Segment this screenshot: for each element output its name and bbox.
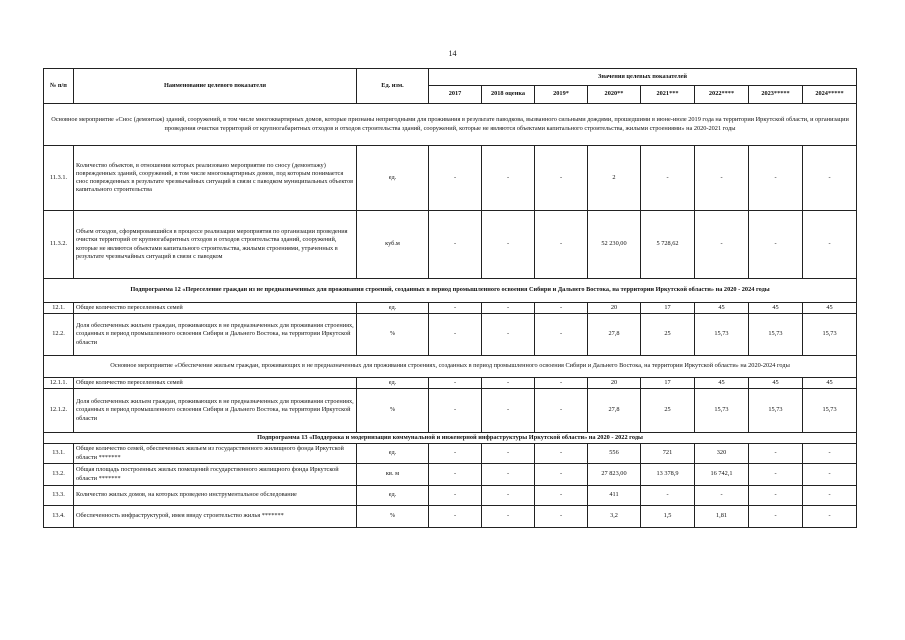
row-value: - bbox=[482, 444, 535, 464]
row-value: 45 bbox=[695, 378, 749, 389]
row-unit: % bbox=[357, 506, 429, 528]
row-name: Общая площадь построенных жилых помещений государственного жилищного фонда Иркутской области ******* bbox=[74, 464, 357, 486]
row-value: - bbox=[429, 464, 482, 486]
row-num: 12.2. bbox=[44, 314, 74, 356]
section-title: Подпрограмма 12 «Переселение граждан из не предназначенных для проживания строений, созданных в период промышленного освоения Сибири и Дальнего Востока, на территории Иркутской области» на 2020 - 2024 годы bbox=[44, 279, 857, 303]
table-row bbox=[44, 146, 857, 211]
section-title: Основное мероприятие «Снос (демонтаж) зданий, сооружений, в том числе многоквартирных домов, которые признаны непригодными для проживания в результате паводкова, вызванного сильными дождями, прошедшими в июне-июле 2019 года на территории Иркутской области, и организации проведения очистки территорий от крупногабаритных отходов и отходов строительства зданий, сооружений, которые не являются объектами капитального строительства, жилыми строениями» на 2020-2021 годы bbox=[44, 104, 857, 146]
header-num: № п/п bbox=[44, 69, 74, 104]
target-indicators-table bbox=[43, 68, 857, 528]
row-value: - bbox=[429, 211, 482, 279]
row-value: - bbox=[695, 146, 749, 211]
row-value: - bbox=[535, 303, 588, 314]
row-unit: кв. м bbox=[357, 464, 429, 486]
row-value: - bbox=[535, 314, 588, 356]
table-row bbox=[44, 444, 857, 464]
row-name: Общее количество семей, обеспеченных жильем из государственного жилищного фонда Иркутской области ******* bbox=[74, 444, 357, 464]
row-value: - bbox=[482, 464, 535, 486]
row-value: 320 bbox=[695, 444, 749, 464]
row-value: - bbox=[482, 314, 535, 356]
row-value: - bbox=[482, 146, 535, 211]
row-value: - bbox=[641, 146, 695, 211]
row-value: - bbox=[803, 464, 857, 486]
row-value: - bbox=[803, 211, 857, 279]
row-num: 11.3.2. bbox=[44, 211, 74, 279]
row-value: 15,73 bbox=[749, 314, 803, 356]
table-row bbox=[44, 378, 857, 389]
section-title: Подпрограмма 13 «Поддержка и модернизация коммунальной и инженерной инфраструктуры Иркутской области» на 2020 - 2022 годы bbox=[44, 433, 857, 444]
row-value: - bbox=[535, 486, 588, 506]
row-name: Количество объектов, в отношении которых реализовано мероприятие по сносу (демонтажу) поврежденных зданий, сооружений, в том числе многоквартирных домов, под которым понимается снос поврежденных в результате чрезвычайных ситуаций в связи с паводком муниципальных объектов капитального строительства bbox=[74, 146, 357, 211]
header-year: 2023***** bbox=[749, 86, 803, 104]
header-year: 2020** bbox=[588, 86, 641, 104]
row-value: - bbox=[535, 389, 588, 433]
header-unit: Ед. изм. bbox=[357, 69, 429, 104]
header-year: 2024***** bbox=[803, 86, 857, 104]
section-title: Основное мероприятие «Обеспечение жильем граждан, проживающих в не предназначенных для проживания строениях, созданных в период промышленного освоения Сибири и Дальнего Востока, на территории Иркутской области» на 2020-2024 годы bbox=[44, 356, 857, 378]
row-value: 27,8 bbox=[588, 314, 641, 356]
table-row bbox=[44, 211, 857, 279]
row-value: 20 bbox=[588, 303, 641, 314]
row-value: - bbox=[429, 389, 482, 433]
row-value: - bbox=[429, 146, 482, 211]
row-value: 15,73 bbox=[749, 389, 803, 433]
row-value: 15,73 bbox=[803, 389, 857, 433]
row-value: 45 bbox=[749, 303, 803, 314]
row-num: 13.2. bbox=[44, 464, 74, 486]
row-value: - bbox=[641, 486, 695, 506]
table-row bbox=[44, 303, 857, 314]
row-value: - bbox=[803, 506, 857, 528]
page-number: 14 bbox=[448, 49, 457, 58]
row-name: Объем отходов, сформировавшийся в процессе реализации мероприятия по организации проведения очистки территорий от крупногабаритных отходов и отходов строительства зданий, сооружений, которые не являются объектами капитального строительства, жилыми строениями, утраченных в результате чрезвычайных ситуаций в связи с паводком bbox=[74, 211, 357, 279]
row-value: 45 bbox=[803, 303, 857, 314]
row-value: - bbox=[535, 378, 588, 389]
row-value: - bbox=[429, 378, 482, 389]
row-num: 13.3. bbox=[44, 486, 74, 506]
row-value: - bbox=[429, 486, 482, 506]
row-value: - bbox=[749, 506, 803, 528]
row-value: 27,8 bbox=[588, 389, 641, 433]
row-value: - bbox=[749, 211, 803, 279]
row-value: 556 bbox=[588, 444, 641, 464]
row-name: Доля обеспеченных жильем граждан, проживающих в не предназначенных для проживания строениях, созданных в период промышленного освоения Сибири и Дальнего Востока, на территории Иркутской области bbox=[74, 389, 357, 433]
row-value: 25 bbox=[641, 314, 695, 356]
row-name: Общее количество переселенных семей bbox=[74, 378, 357, 389]
row-value: 5 728,62 bbox=[641, 211, 695, 279]
row-value: 15,73 bbox=[803, 314, 857, 356]
row-value: - bbox=[535, 211, 588, 279]
row-num: 13.4. bbox=[44, 506, 74, 528]
row-value: - bbox=[429, 444, 482, 464]
row-num: 12.1.1. bbox=[44, 378, 74, 389]
row-num: 11.3.1. bbox=[44, 146, 74, 211]
row-value: - bbox=[749, 464, 803, 486]
row-value: 721 bbox=[641, 444, 695, 464]
table-row bbox=[44, 486, 857, 506]
row-value: 52 230,00 bbox=[588, 211, 641, 279]
row-value: - bbox=[535, 506, 588, 528]
row-value: 3,2 bbox=[588, 506, 641, 528]
row-unit: ед. bbox=[357, 486, 429, 506]
row-value: 1,81 bbox=[695, 506, 749, 528]
row-num: 13.1. bbox=[44, 444, 74, 464]
row-value: 17 bbox=[641, 303, 695, 314]
row-value: - bbox=[803, 444, 857, 464]
row-value: - bbox=[803, 486, 857, 506]
row-name: Обеспеченность инфраструктурой, имея ввиду строительство жилья ******* bbox=[74, 506, 357, 528]
row-unit: % bbox=[357, 314, 429, 356]
header-name: Наименование целевого показателя bbox=[74, 69, 357, 104]
row-value: 45 bbox=[803, 378, 857, 389]
row-unit: ед. bbox=[357, 303, 429, 314]
row-value: - bbox=[429, 314, 482, 356]
row-value: 15,73 bbox=[695, 389, 749, 433]
row-value: - bbox=[695, 486, 749, 506]
row-value: 25 bbox=[641, 389, 695, 433]
row-name: Количество жилых домов, на которых проведено инструментальное обследование bbox=[74, 486, 357, 506]
header-year: 2022**** bbox=[695, 86, 749, 104]
row-value: 17 bbox=[641, 378, 695, 389]
row-value: - bbox=[482, 303, 535, 314]
row-value: 13 378,9 bbox=[641, 464, 695, 486]
row-num: 12.1.2. bbox=[44, 389, 74, 433]
row-value: 15,73 bbox=[695, 314, 749, 356]
row-value: - bbox=[482, 506, 535, 528]
row-value: - bbox=[482, 211, 535, 279]
row-unit: ед. bbox=[357, 146, 429, 211]
table-row bbox=[44, 314, 857, 356]
row-value: - bbox=[482, 378, 535, 389]
row-value: - bbox=[482, 389, 535, 433]
row-unit: ед. bbox=[357, 444, 429, 464]
row-name: Доля обеспеченных жильем граждан, проживающих в не предназначенных для проживания строениях, созданных в период промышленного освоения Сибири и Дальнего Востока, на территории Иркутской области bbox=[74, 314, 357, 356]
row-unit: куб.м bbox=[357, 211, 429, 279]
row-value: - bbox=[482, 486, 535, 506]
row-value: - bbox=[535, 444, 588, 464]
row-name: Общее количество переселенных семей bbox=[74, 303, 357, 314]
row-value: - bbox=[749, 146, 803, 211]
row-unit: % bbox=[357, 389, 429, 433]
row-unit: ед. bbox=[357, 378, 429, 389]
row-value: - bbox=[429, 303, 482, 314]
table-row bbox=[44, 389, 857, 433]
row-value: - bbox=[749, 486, 803, 506]
table-row bbox=[44, 506, 857, 528]
row-value: 27 823,00 bbox=[588, 464, 641, 486]
header-year: 2017 bbox=[429, 86, 482, 104]
header-values-group: Значения целевых показателей bbox=[429, 69, 857, 86]
row-value: - bbox=[695, 211, 749, 279]
row-value: 20 bbox=[588, 378, 641, 389]
row-value: 1,5 bbox=[641, 506, 695, 528]
row-value: 45 bbox=[695, 303, 749, 314]
row-value: 411 bbox=[588, 486, 641, 506]
header-year: 2021*** bbox=[641, 86, 695, 104]
row-value: - bbox=[535, 464, 588, 486]
row-value: 16 742,1 bbox=[695, 464, 749, 486]
row-value: - bbox=[749, 444, 803, 464]
table-row bbox=[44, 464, 857, 486]
row-value: 2 bbox=[588, 146, 641, 211]
header-year: 2018 оценка bbox=[482, 86, 535, 104]
row-value: - bbox=[803, 146, 857, 211]
row-value: 45 bbox=[749, 378, 803, 389]
row-num: 12.1. bbox=[44, 303, 74, 314]
header-year: 2019* bbox=[535, 86, 588, 104]
row-value: - bbox=[535, 146, 588, 211]
row-value: - bbox=[429, 506, 482, 528]
